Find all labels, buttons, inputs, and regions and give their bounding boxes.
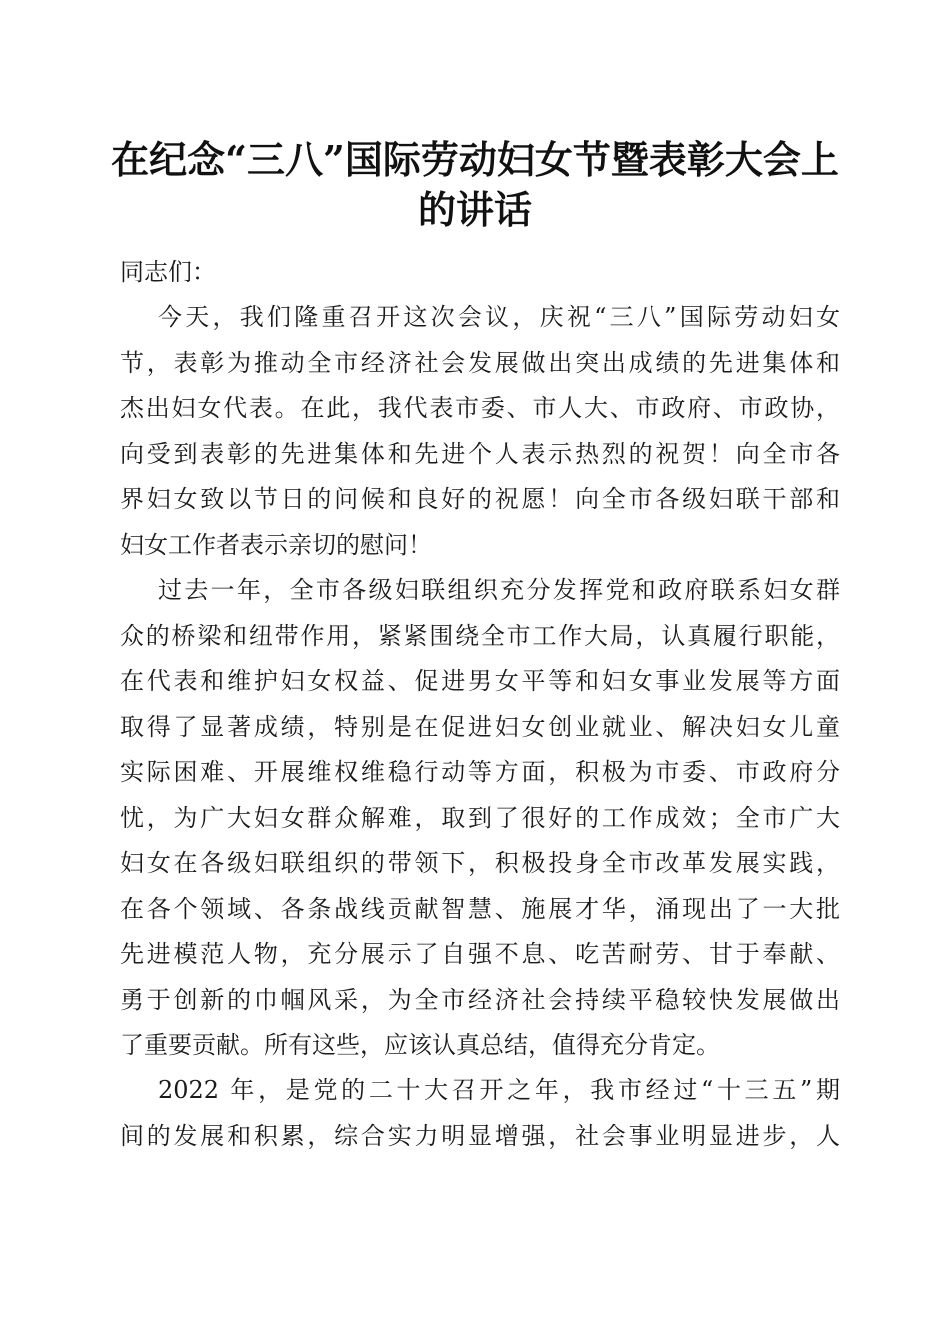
paragraph-3 [120, 1068, 840, 1159]
paragraph-line: 忧，为广大妇女群众解难，取到了很好的工作成效；全市广大 [120, 803, 840, 832]
paragraph-line: 向受到表彰的先进集体和先进个人表示热烈的祝贺！向全市各 [120, 439, 840, 468]
paragraph-line: 先进模范人物，充分展示了自强不息、吃苦耐劳、甘于奉献、 [120, 940, 840, 968]
paragraph-line: 取得了显著成绩，特别是在促进妇女创业就业、解决妇女儿童 [120, 712, 840, 741]
paragraph-1 [120, 295, 840, 568]
paragraph-line: 实际困难、开展维权维稳行动等方面，积极为市委、市政府分 [120, 758, 840, 786]
paragraph-line: 在代表和维护妇女权益、促进男女平等和妇女事业发展等方面 [120, 667, 840, 695]
paragraph-line: 勇于创新的巾帼风采，为全市经济社会持续平稳较快发展做出 [120, 985, 840, 1014]
paragraph-line: 了重要贡献。所有这些，应该认真总结，值得充分肯定。 [120, 1031, 720, 1059]
salutation: 同志们： [120, 258, 216, 286]
paragraph-line: 妇女工作者表示亲切的慰问！ [120, 530, 432, 559]
paragraph-line: 众的桥梁和纽带作用，紧紧围绕全市工作大局，认真履行职能， [120, 621, 840, 650]
paragraph-line: 间的发展和积累，综合实力明显增强，社会事业明显进步，人 [120, 1121, 840, 1150]
document-title-line-1: 在纪念“三八”国际劳动妇女节暨表彰大会上 [111, 137, 839, 182]
paragraph-line: 妇女在各级妇联组织的带领下，积极投身全市改革发展实践， [120, 849, 840, 877]
paragraph-line: 杰出妇女代表。在此，我代表市委、市人大、市政府、市政协， [120, 394, 840, 422]
paragraph-line: 在各个领域、各条战线贡献智慧、施展才华，涌现出了一大批 [120, 894, 840, 923]
paragraph-line: 2022 年，是党的二十大召开之年，我市经过“十三五”期 [158, 1076, 840, 1104]
paragraph-line: 过去一年，全市各级妇联组织充分发挥党和政府联系妇女群 [158, 576, 840, 604]
paragraph-line: 今天，我们隆重召开这次会议，庆祝“三八”国际劳动妇女 [158, 303, 840, 331]
paragraph-line: 节，表彰为推动全市经济社会发展做出突出成绩的先进集体和 [120, 348, 840, 377]
paragraph-2 [120, 568, 840, 1069]
document-title-line-2: 的讲话 [417, 187, 532, 232]
paragraph-line: 界妇女致以节日的问候和良好的祝愿！向全市各级妇联干部和 [120, 485, 840, 513]
